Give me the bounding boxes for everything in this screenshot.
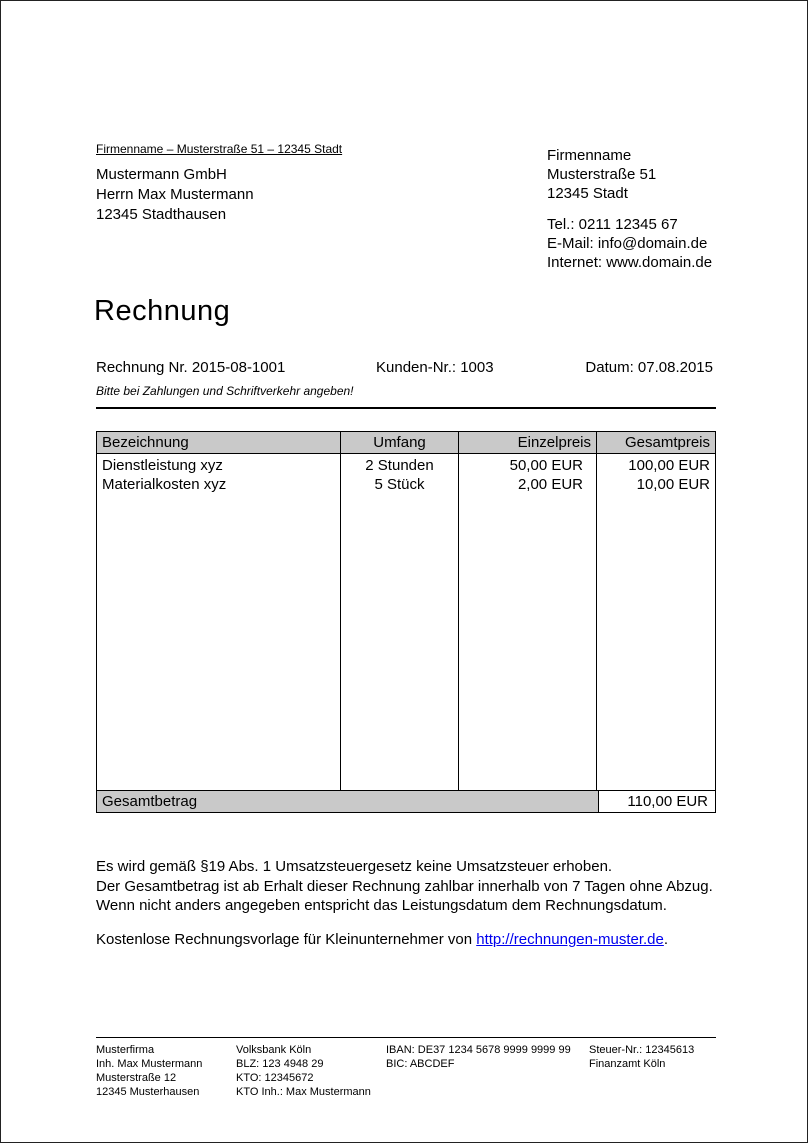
header-divider bbox=[96, 407, 716, 409]
footer-line: Finanzamt Köln bbox=[589, 1058, 666, 1070]
company-contact bbox=[547, 215, 712, 272]
template-credit-line bbox=[96, 931, 668, 948]
footer-line: KTO: 12345672 bbox=[236, 1072, 314, 1084]
item-description: Materialkosten xyz bbox=[102, 476, 227, 493]
document-title: Rechnung bbox=[94, 295, 231, 327]
invoice-items-table bbox=[96, 431, 716, 813]
item-unit-price: 50,00 EUR bbox=[509, 457, 583, 474]
column-umfang bbox=[340, 454, 458, 790]
column-header-umfang: Umfang bbox=[340, 432, 458, 453]
footer-line: Inh. Max Mustermann bbox=[96, 1058, 203, 1070]
promo-link[interactable]: http://rechnungen-muster.de bbox=[476, 931, 664, 948]
footer-bank-column bbox=[236, 1043, 371, 1099]
footer-line: Steuer-Nr.: 12345613 bbox=[589, 1044, 695, 1056]
item-quantity: 2 Stunden bbox=[365, 457, 434, 474]
footer-line: Musterstraße 12 bbox=[96, 1072, 177, 1084]
table-total-row bbox=[97, 790, 715, 812]
invoice-meta-row bbox=[96, 359, 716, 379]
note-line: Der Gesamtbetrag ist ab Erhalt dieser Rechnung zahlbar innerhalb von 7 Tagen ohne Abzug. bbox=[96, 877, 713, 895]
invoice-date: Datum: 07.08.2015 bbox=[585, 359, 713, 376]
total-label: Gesamtbetrag bbox=[97, 791, 598, 812]
customer-number: Kunden-Nr.: 1003 bbox=[376, 359, 494, 376]
promo-text: Kostenlose Rechnungsvorlage für Kleinunternehmer von bbox=[96, 931, 477, 948]
note-line: Wenn nicht anders angegeben entspricht das Leistungsdatum dem Rechnungsdatum. bbox=[96, 897, 667, 914]
company-name: Firmenname bbox=[547, 147, 632, 164]
column-header-gesamtpreis: Gesamtpreis bbox=[596, 432, 715, 453]
note-line: Es wird gemäß §19 Abs. 1 Umsatzsteuergesetz keine Umsatzsteuer erhoben. bbox=[96, 858, 613, 875]
company-email: E-Mail: info@domain.de bbox=[547, 235, 708, 252]
footer-line: IBAN: DE37 1234 5678 9999 9999 99 bbox=[386, 1044, 571, 1056]
footer-line: BLZ: 123 4948 29 bbox=[236, 1058, 324, 1070]
column-einzelpreis bbox=[458, 454, 596, 790]
company-internet: Internet: www.domain.de bbox=[547, 254, 713, 271]
footer-iban-column bbox=[386, 1043, 571, 1071]
recipient-line: Herrn Max Mustermann bbox=[96, 186, 254, 203]
company-street: Musterstraße 51 bbox=[547, 166, 657, 183]
footer-company-column bbox=[96, 1043, 202, 1099]
company-info-block bbox=[547, 146, 712, 272]
company-city: 12345 Stadt bbox=[547, 185, 628, 202]
column-bezeichnung bbox=[97, 454, 340, 790]
payment-reference-note: Bitte bei Zahlungen und Schriftverkehr angeben! bbox=[96, 384, 354, 398]
promo-suffix: . bbox=[663, 931, 669, 948]
recipient-line: 12345 Stadthausen bbox=[96, 206, 227, 223]
item-description: Dienstleistung xyz bbox=[102, 457, 223, 474]
footer-divider bbox=[96, 1037, 716, 1038]
footer-line: BIC: ABCDEF bbox=[386, 1058, 455, 1070]
company-address bbox=[547, 146, 712, 203]
column-header-einzelpreis: Einzelpreis bbox=[458, 432, 596, 453]
footer-line: KTO Inh.: Max Mustermann bbox=[236, 1086, 371, 1098]
column-gesamtpreis bbox=[596, 454, 715, 790]
item-unit-price: 2,00 EUR bbox=[517, 476, 583, 493]
footer-line: Volksbank Köln bbox=[236, 1044, 312, 1056]
recipient-line: Mustermann GmbH bbox=[96, 166, 227, 183]
legal-notes bbox=[96, 857, 746, 916]
footer-line: 12345 Musterhausen bbox=[96, 1086, 200, 1098]
item-total-price: 10,00 EUR bbox=[636, 476, 710, 493]
sender-return-address: Firmenname – Musterstraße 51 – 12345 Stadt bbox=[96, 142, 343, 156]
invoice-number: Rechnung Nr. 2015-08-1001 bbox=[96, 359, 286, 376]
company-tel: Tel.: 0211 12345 67 bbox=[547, 216, 678, 233]
total-value: 110,00 EUR bbox=[598, 791, 715, 812]
item-total-price: 100,00 EUR bbox=[628, 457, 710, 474]
footer-line: Musterfirma bbox=[96, 1044, 155, 1056]
table-body bbox=[97, 454, 715, 790]
table-header-row bbox=[97, 432, 715, 454]
footer-tax-column bbox=[589, 1043, 694, 1071]
item-quantity: 5 Stück bbox=[374, 476, 425, 493]
recipient-address-block bbox=[96, 165, 254, 225]
column-header-bezeichnung: Bezeichnung bbox=[102, 434, 189, 451]
